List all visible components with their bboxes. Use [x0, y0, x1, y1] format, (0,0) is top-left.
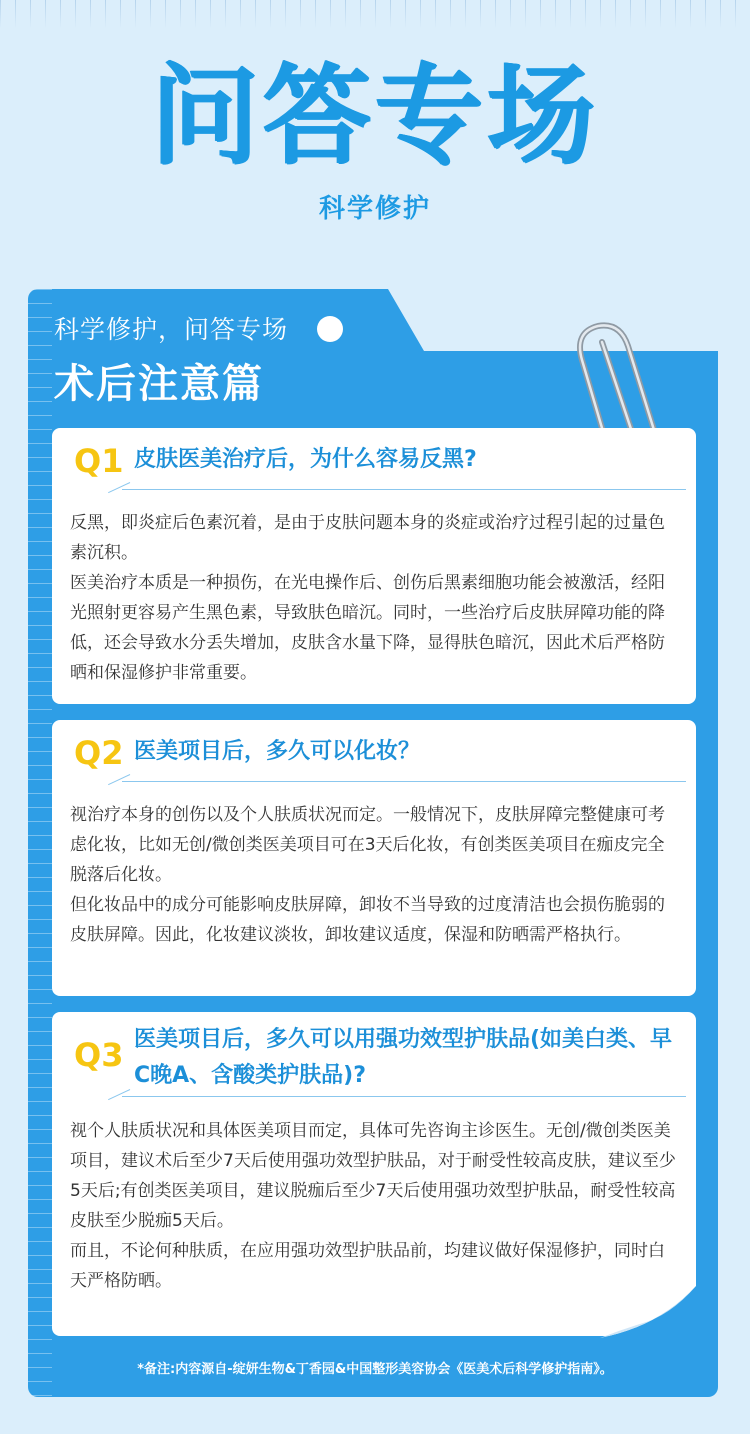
- answer-paragraph: 视个人肤质状况和具体医美项目而定，具体可先咨询主诊医生。无创/微创类医美项目，建议术后至少7天后使用强功效型护肤品，对于耐受性较高皮肤，建议至少5天后;有创类医美项目，建议脱痂后至少7天后使用强功效型护肤品，耐受性较高皮肤至少脱痂5天后。: [70, 1121, 676, 1231]
- divider: [122, 781, 686, 782]
- answer-paragraph: 但化妆品中的成分可能影响皮肤屏障，卸妆不当导致的过度清洁也会损伤脆弱的皮肤屏障。因此，化妆建议淡妆，卸妆建议适度，保湿和防晒需严格执行。: [70, 895, 665, 945]
- question-label: Q2: [74, 734, 124, 772]
- card-heading: 术后注意篇: [54, 361, 264, 407]
- answer-paragraph: 而且，不论何种肤质，在应用强功效型护肤品前，均建议做好保湿修护，同时白天严格防晒。: [70, 1241, 665, 1291]
- answer-paragraph: 医美治疗本质是一种损伤，在光电操作后、创伤后黑素细胞功能会被激活，经阳光照射更容易产生黑色素，导致肤色暗沉。同时，一些治疗后皮肤屏障功能的降低，还会导致水分丢失增加，皮肤含水量下降，显得肤色暗沉，因此术后严格防晒和保湿修护非常重要。: [70, 573, 665, 683]
- card-kicker: 科学修护，问答专场: [54, 315, 289, 344]
- answer-body: [70, 1116, 680, 1296]
- answer-paragraph: 反黑，即炎症后色素沉着，是由于皮肤问题本身的炎症或治疗过程引起的过量色素沉积。: [70, 513, 665, 563]
- ruler-decoration: [0, 0, 750, 28]
- footnote: *备注:内容源自-绽妍生物&丁香园&中国整形美容协会《医美术后科学修护指南》。: [137, 1362, 613, 1377]
- question-label: Q3: [74, 1036, 124, 1074]
- card-notch: [388, 289, 748, 351]
- answer-body: [70, 508, 680, 688]
- answer-body: [70, 800, 680, 950]
- question-card-q2: [52, 720, 696, 996]
- answer-paragraph: 视治疗本身的创伤以及个人肤质状况而定。一般情况下，皮肤屏障完整健康可考虑化妆，比如无创/微创类医美项目可在3天后化妆，有创类医美项目在痂皮完全脱落后化妆。: [70, 805, 665, 885]
- question-label: Q1: [74, 442, 124, 480]
- question-title: 医美项目后，多久可以化妆？: [134, 739, 421, 764]
- dot-icon: [317, 316, 343, 342]
- divider: [122, 489, 686, 490]
- question-card-q1: [52, 428, 696, 704]
- page-curl-icon: [600, 1286, 696, 1338]
- question-title: 皮肤医美治疗后，为什么容易反黑?: [134, 447, 477, 472]
- page-title: 问答专场: [150, 54, 599, 179]
- divider: [122, 1096, 686, 1097]
- question-title: 医美项目后，多久可以用强功效型护肤品(如美白类、早C晚A、含酸类护肤品)?: [134, 1027, 673, 1088]
- page-subtitle: 科学修护: [318, 194, 431, 224]
